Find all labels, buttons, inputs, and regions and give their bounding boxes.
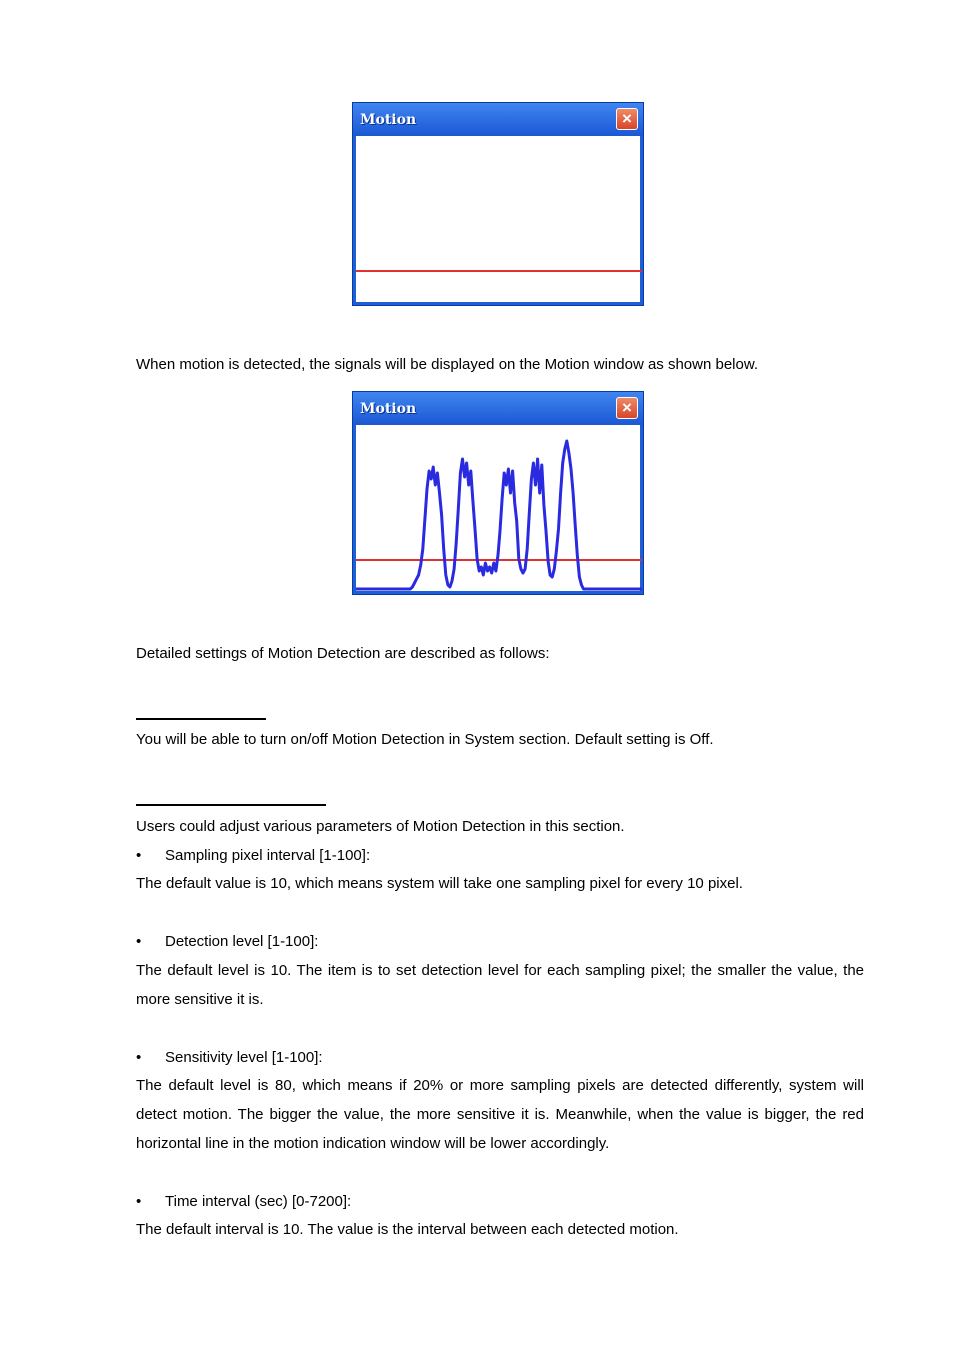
bullet-label: Sensitivity level [1-100]: <box>165 1049 323 1066</box>
bullet-item <box>136 927 318 956</box>
bullet-description: The default interval is 10. The value is the interval between each detected motion. <box>136 1221 679 1238</box>
motion-graph <box>356 136 642 304</box>
bullet-description: The default value is 10, which means system will take one sampling pixel for every 10 pixel. <box>136 875 743 892</box>
bullet-icon: • <box>136 1193 142 1210</box>
detailed-paragraph: Detailed settings of Motion Detection are described as follows: <box>136 645 550 662</box>
motion-graph-pane <box>356 136 640 302</box>
motion-window-idle <box>352 102 644 306</box>
bullet-icon: • <box>136 847 142 864</box>
bullet-item <box>136 1187 351 1216</box>
motion-graph-pane <box>356 425 640 591</box>
close-icon[interactable]: × <box>616 108 638 130</box>
bullet-label: Sampling pixel interval [1-100]: <box>165 847 371 864</box>
window-title: Motion <box>360 112 417 128</box>
bullet-label: Time interval (sec) [0-7200]: <box>165 1193 352 1210</box>
section-heading-rule <box>136 718 266 720</box>
motion-graph <box>356 425 642 593</box>
bullet-item <box>136 1043 323 1072</box>
users-paragraph: Users could adjust various parameters of Motion Detection in this section. <box>136 818 625 835</box>
system-paragraph: You will be able to turn on/off Motion Detection in System section. Default setting is Off. <box>136 731 714 748</box>
window-titlebar <box>353 392 643 425</box>
window-title: Motion <box>360 401 417 417</box>
window-titlebar <box>353 103 643 136</box>
motion-detected-paragraph: When motion is detected, the signals will be displayed on the Motion window as shown below. <box>136 356 759 373</box>
bullet-icon: • <box>136 1049 142 1066</box>
bullet-description: The default level is 80, which means if 20% or more sampling pixels are detected differently, system will detect motion. The bigger the value, the more sensitive it is. Meanwhile, when the value is bigger, the red horizontal line in the motion indication window will be lower accordingly. <box>136 1077 864 1152</box>
bullet-icon: • <box>136 933 142 950</box>
bullet-item <box>136 841 370 870</box>
bullet-label: Detection level [1-100]: <box>165 933 319 950</box>
motion-signal-line <box>356 441 642 589</box>
section-heading-rule <box>136 804 326 806</box>
motion-window-active <box>352 391 644 595</box>
bullet-description: The default level is 10. The item is to set detection level for each sampling pixel; the smaller the value, the more sensitive it is. <box>136 962 864 1008</box>
close-icon[interactable]: × <box>616 397 638 419</box>
